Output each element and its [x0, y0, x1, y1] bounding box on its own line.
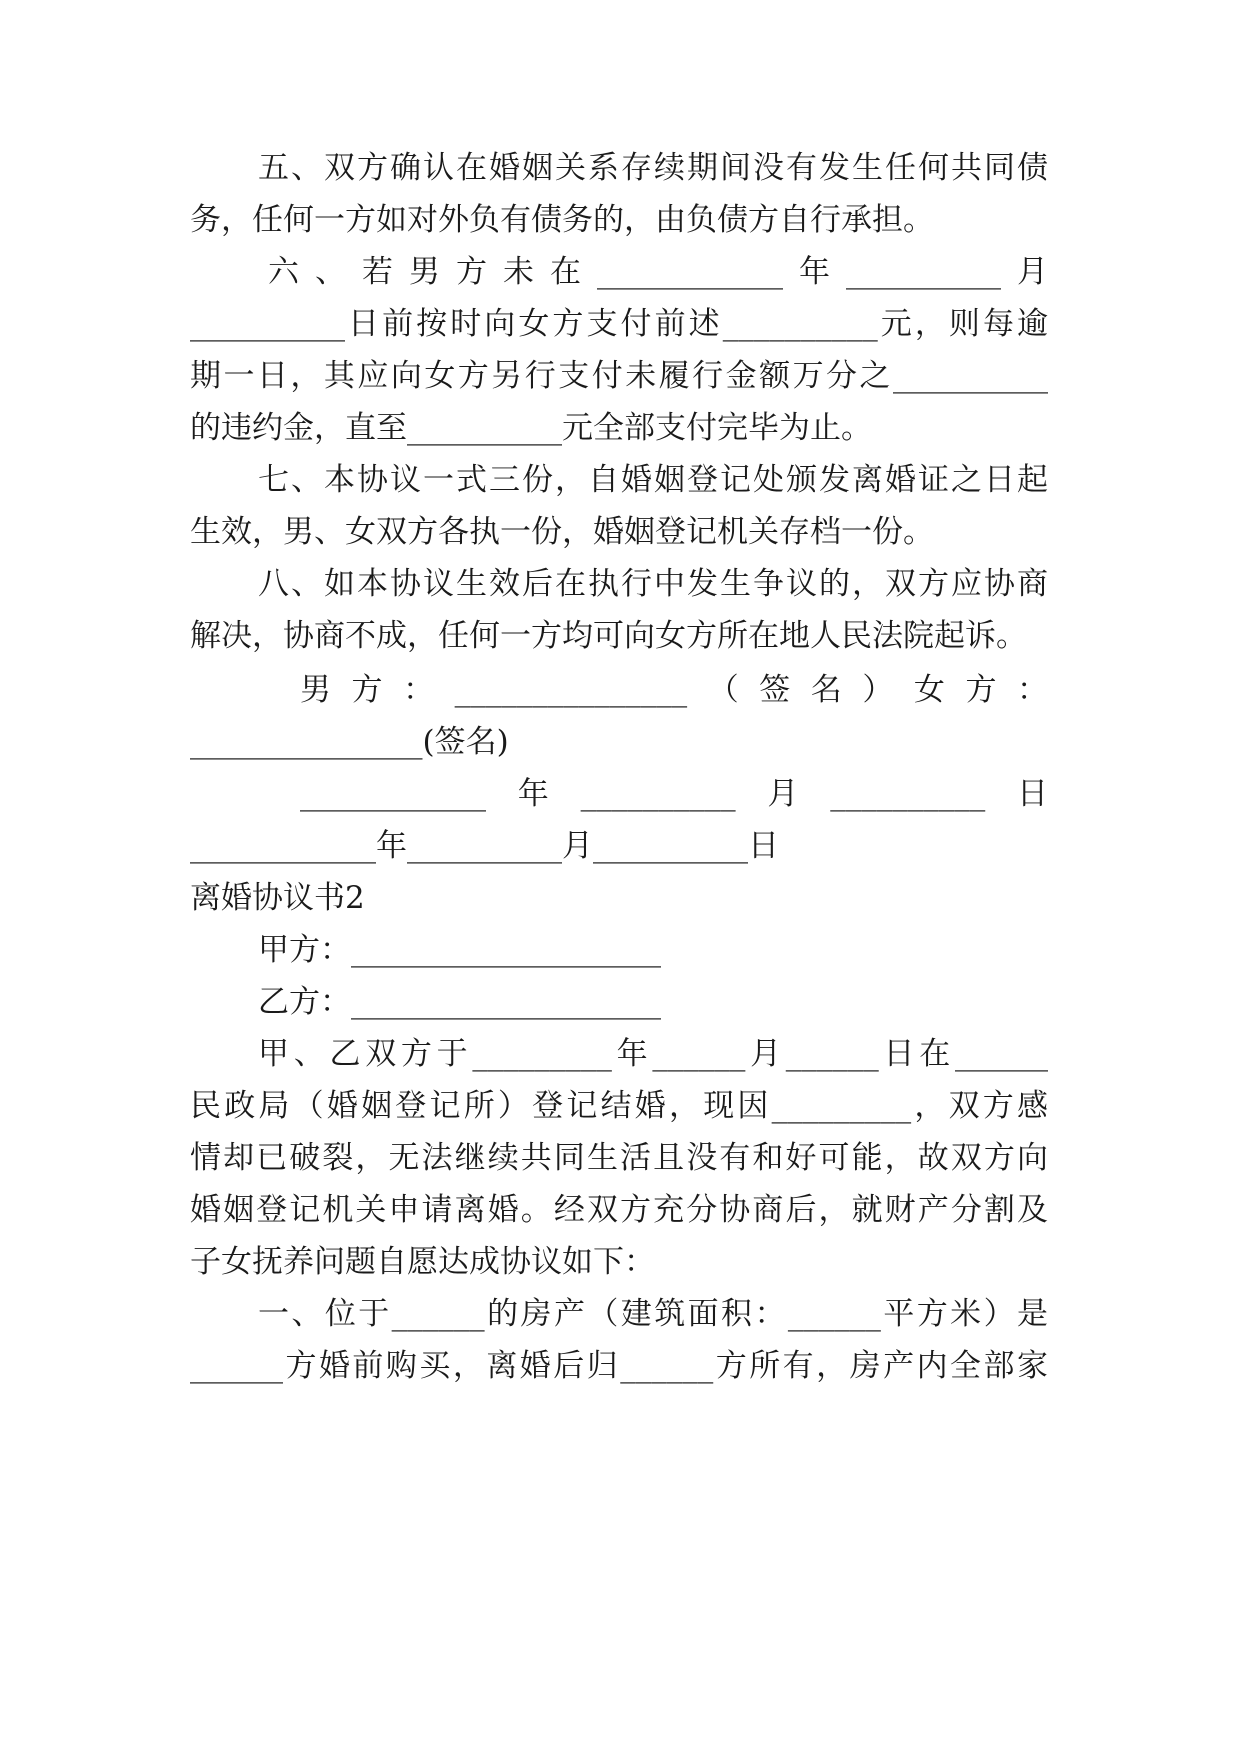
clause-8-line-1: 八、如本协议生效后在执行中发生争议的，双方应协商	[258, 566, 1048, 602]
clause-6-line-2: __________日前按时向女方支付前述__________元，则每逾	[190, 306, 1048, 342]
clause-7-line-2: 生效，男、女双方各执一份，婚姻登记机关存档一份。	[190, 514, 934, 550]
signature-line-2: _______________(签名)	[190, 724, 509, 760]
clause-8-line-2: 解决，协商不成，任何一方均可向女方所在地人民法院起诉。	[190, 618, 1027, 654]
property-clause-line-2: ______方婚前购买，离婚后归______方所有，房产内全部家	[190, 1348, 1048, 1384]
preamble-line-1: 甲、乙双方于_________年______月______日在______	[258, 1036, 1048, 1072]
preamble-line-4: 婚姻登记机关申请离婚。经双方充分协商后，就财产分割及	[190, 1192, 1048, 1228]
preamble-line-2: 民政局（婚姻登记所）登记结婚，现因_________，双方感	[190, 1088, 1048, 1124]
party-b-line: 乙方：____________________	[258, 984, 661, 1020]
preamble-line-5: 子女抚养问题自愿达成协议如下：	[190, 1244, 655, 1280]
clause-6-line-1: 六、若男方未在____________年__________月	[268, 254, 1048, 290]
date-line-2: ____________年__________月__________日	[190, 828, 779, 864]
clause-7-line-1: 七、本协议一式三份，自婚姻登记处颁发离婚证之日起	[258, 462, 1048, 498]
agreement-2-title: 离婚协议书2	[190, 880, 365, 916]
property-clause-line-1: 一、位于______的房产（建筑面积：______平方米）是	[258, 1296, 1048, 1332]
signature-line-1: 男方：_______________（签名）女方：	[300, 672, 1048, 708]
clause-6-line-4: 的违约金，直至__________元全部支付完毕为止。	[190, 410, 872, 446]
preamble-line-3: 情却已破裂，无法继续共同生活且没有和好可能，故双方向	[190, 1140, 1048, 1176]
clause-6-line-3: 期一日，其应向女方另行支付未履行金额万分之__________	[190, 358, 1048, 394]
party-a-line: 甲方：____________________	[258, 932, 661, 968]
clause-5-line-1: 五、双方确认在婚姻关系存续期间没有发生任何共同债	[258, 150, 1048, 186]
clause-5-line-2: 务，任何一方如对外负有债务的，由负债方自行承担。	[190, 202, 934, 238]
date-line-1: ____________年__________月__________日	[300, 776, 1048, 812]
